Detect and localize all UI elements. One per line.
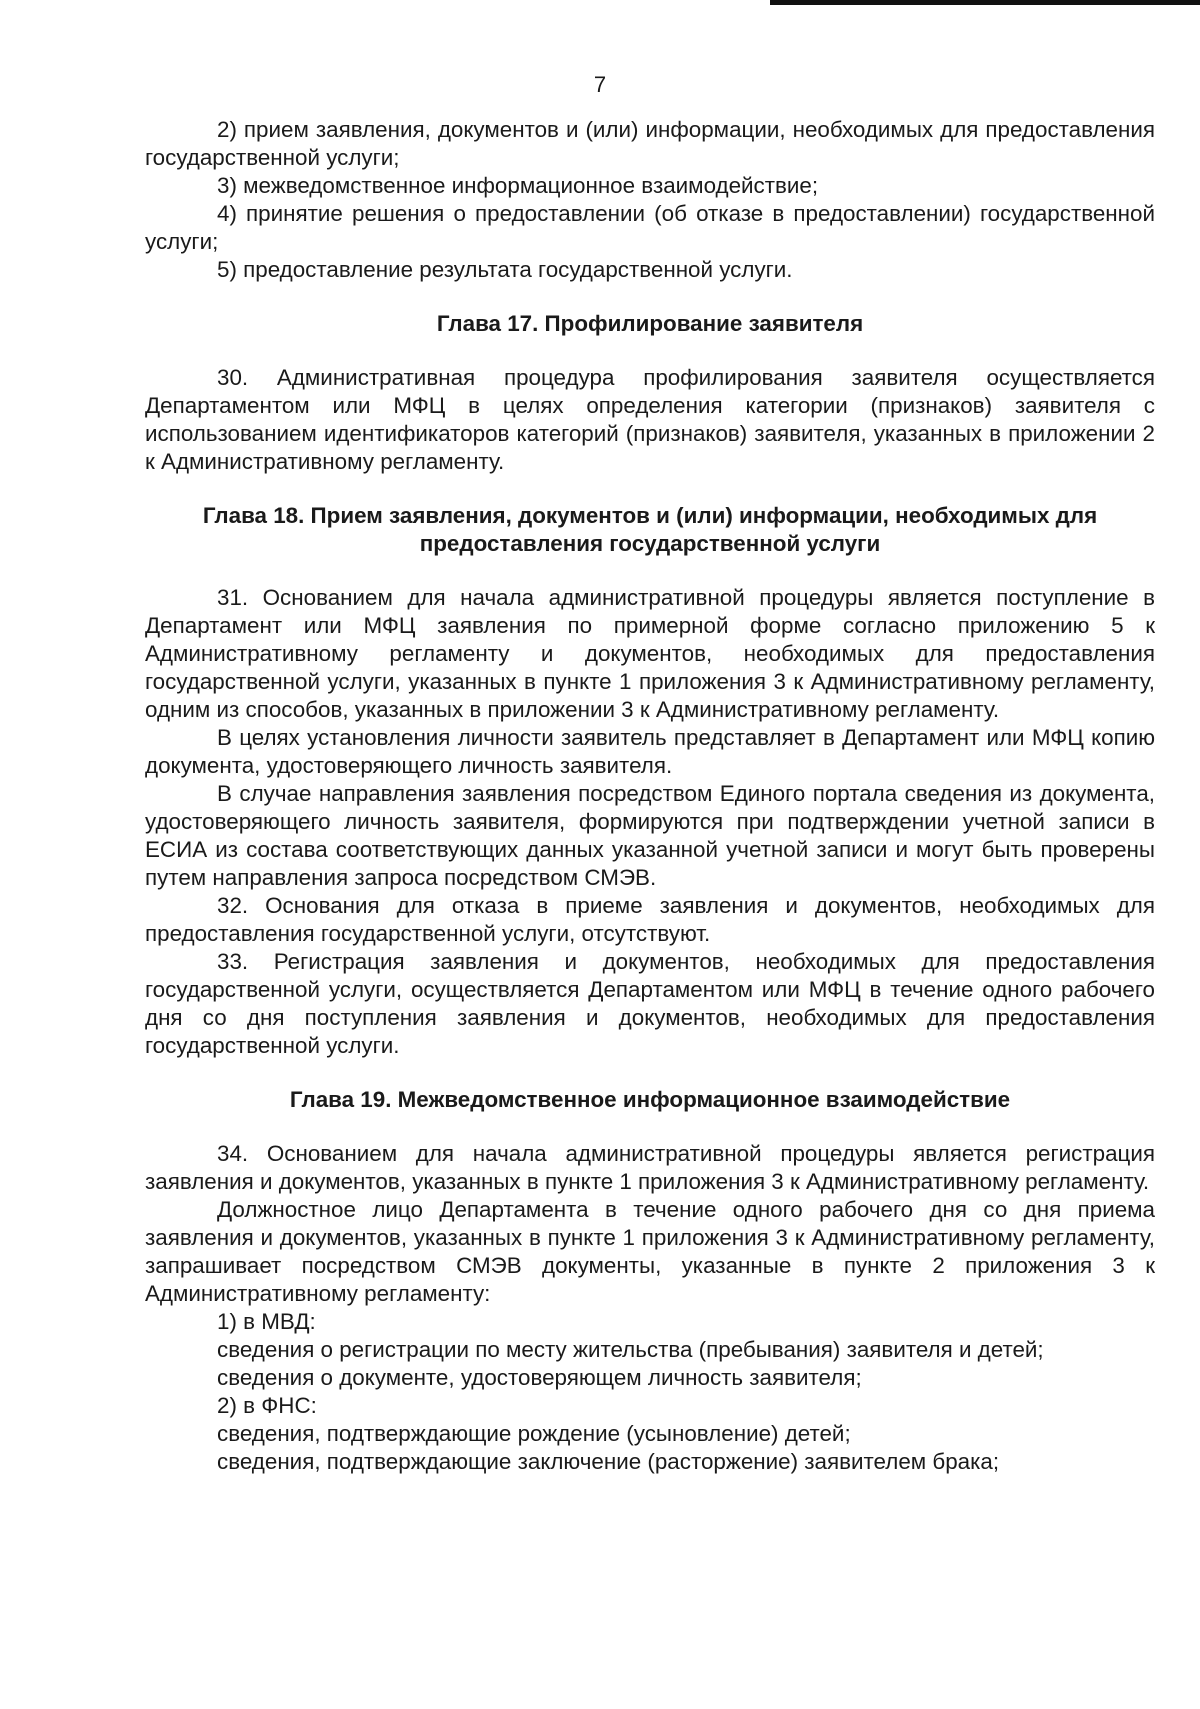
list-item: 3) межведомственное информационное взаимодействие; [217, 173, 819, 198]
chapter-19-title: Глава 19. Межведомственное информационное взаимодействие [289, 1087, 1011, 1112]
paragraph: 34. Основанием для начала административной процедуры является регистрация заявления и документов, указанных в пункте 1 приложения 3 к Административному регламенту. [145, 1141, 1155, 1194]
document-body [145, 116, 1155, 1476]
list-item: сведения, подтверждающие заключение (расторжение) заявителем брака; [217, 1449, 1000, 1474]
list-item: сведения о документе, удостоверяющем личность заявителя; [217, 1365, 862, 1390]
list-item: 2) в ФНС: [217, 1393, 317, 1418]
list-item: 5) предоставление результата государственной услуги. [217, 257, 793, 282]
paragraph: 30. Административная процедура профилирования заявителя осуществляется Департаментом или МФЦ в целях определения категории (признаков) заявителя с использованием идентификаторов категорий (признаков) заявителя, указанных в приложении 2 к Административному регламенту. [145, 365, 1155, 474]
list-item: сведения о регистрации по месту жительства (пребывания) заявителя и детей; [217, 1337, 1044, 1362]
paragraph: 31. Основанием для начала административной процедуры является поступление в Департамент или МФЦ заявления по примерной форме согласно приложению 5 к Административному регламенту и документов, необходимых для предоставления государственной услуги, указанных в пункте 1 приложения 3 к Административному регламенту, одним из способов, указанных в приложении 3 к Административному регламенту. [145, 585, 1155, 722]
paragraph: В случае направления заявления посредством Единого портала сведения из документа, удостоверяющего личность заявителя, формируются при подтверждении учетной записи в ЕСИА из состава соответствующих данных указанной учетной записи и могут быть проверены путем направления запроса посредством СМЭВ. [145, 781, 1155, 890]
chapter-18-title: Глава 18. Прием заявления, документов и (или) информации, необходимых для предоставления государственной услуги [202, 503, 1098, 556]
list-item: 2) прием заявления, документов и (или) информации, необходимых для предоставления государственной услуги; [145, 117, 1155, 170]
paragraph: Должностное лицо Департамента в течение одного рабочего дня со дня приема заявления и документов, указанных в пункте 1 приложения 3 к Административному регламенту, запрашивает посредством СМЭВ документы, указанные в пункте 2 приложения 3 к Административному регламенту: [145, 1197, 1155, 1306]
chapter-17-title: Глава 17. Профилирование заявителя [436, 311, 864, 336]
scan-edge-mark [770, 0, 1200, 5]
paragraph: 33. Регистрация заявления и документов, необходимых для предоставления государственной услуги, осуществляется Департаментом или МФЦ в течение одного рабочего дня со дня поступления заявления и документов, необходимых для предоставления государственной услуги. [145, 949, 1155, 1058]
paragraph: 32. Основания для отказа в приеме заявления и документов, необходимых для предоставления государственной услуги, отсутствуют. [145, 893, 1155, 946]
page-number: 7 [593, 72, 607, 97]
paragraph: В целях установления личности заявитель представляет в Департамент или МФЦ копию документа, удостоверяющего личность заявителя. [145, 725, 1155, 778]
list-item: сведения, подтверждающие рождение (усыновление) детей; [217, 1421, 851, 1446]
list-item: 1) в МВД: [217, 1309, 316, 1334]
list-item: 4) принятие решения о предоставлении (об отказе в предоставлении) государственной услуги; [145, 201, 1155, 254]
